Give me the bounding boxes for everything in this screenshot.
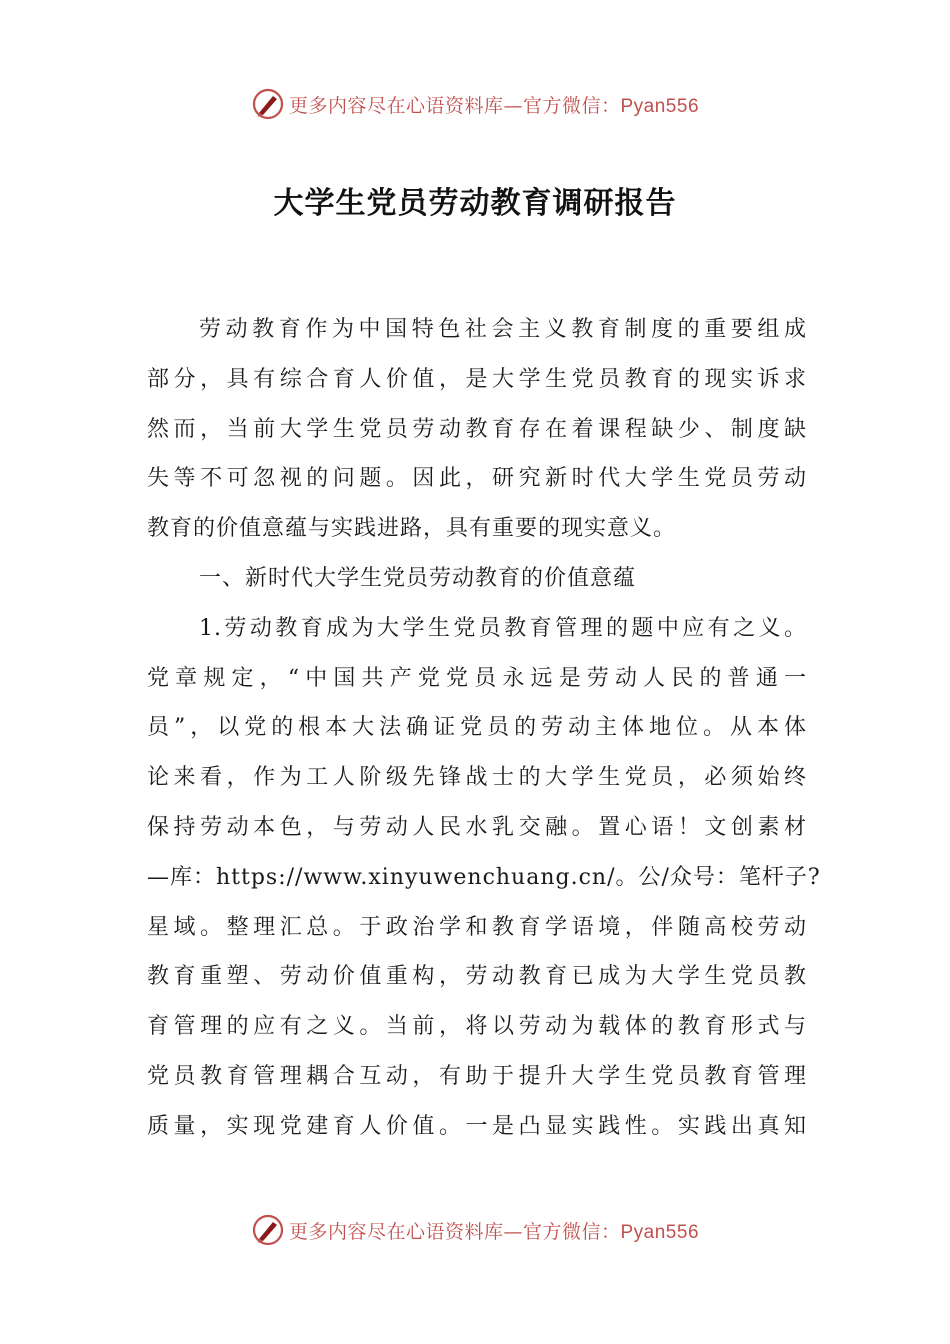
body-line: 员”，以党的根本大法确证党员的劳动主体地位。从本体 — [147, 715, 807, 741]
body-line: 教育重塑、劳动价值重构，劳动教育已成为大学生党员教 — [147, 964, 807, 990]
body-line: 教育的价值意蕴与实践进路，具有重要的现实意义。 — [147, 516, 677, 542]
body-line: 劳动教育作为中国特色社会主义教育制度的重要组成 — [199, 317, 807, 342]
header-watermark — [0, 84, 950, 124]
body-line: 党章规定，“中国共产党党员永远是劳动人民的普通一 — [147, 665, 807, 691]
header-watermark-text: 更多内容尽在心语资料库—官方微信：Pyan556 — [288, 94, 700, 117]
document-body — [147, 305, 821, 1152]
body-line: 然而，当前大学生党员劳动教育存在着课程缺少、制度缺 — [147, 416, 807, 442]
section-heading: 一、新时代大学生党员劳动教育的价值意蕴 — [199, 565, 637, 591]
footer-watermark — [0, 1210, 950, 1250]
body-line: 党员教育管理耦合互动，有助于提升大学生党员教育管理 — [147, 1063, 807, 1089]
body-line: 1.劳动教育成为大学生党员教育管理的题中应有之义。 — [199, 615, 807, 641]
footer-wechat-id: Pyan556 — [620, 1221, 700, 1243]
pen-logo-icon — [251, 87, 285, 121]
body-line: 失等不可忽视的问题。因此，研究新时代大学生党员劳动 — [147, 466, 807, 492]
footer-watermark-text: 更多内容尽在心语资料库—官方微信：Pyan556 — [288, 1220, 700, 1243]
body-line: 论来看，作为工人阶级先锋战士的大学生党员，必须始终 — [147, 765, 807, 791]
body-line: 保持劳动本色，与劳动人民水乳交融。置心语！文创素材 — [147, 814, 807, 840]
body-line: 部分，具有综合育人价值，是大学生党员教育的现实诉求 — [147, 366, 807, 392]
document-title: 大学生党员劳动教育调研报告 — [273, 186, 677, 221]
header-wechat-id: Pyan556 — [620, 95, 700, 117]
body-line: 质量，实现党建育人价值。一是凸显实践性。实践出真知 — [147, 1113, 807, 1139]
body-line: —库：https://www.xinyuwenchuang.cn/。公/众号：笔杆子? — [147, 864, 821, 890]
pen-logo-icon — [251, 1213, 285, 1247]
body-line: 星域。整理汇总。于政治学和教育学语境，伴随高校劳动 — [147, 914, 807, 940]
body-line: 育管理的应有之义。当前，将以劳动为载体的教育形式与 — [147, 1014, 807, 1040]
